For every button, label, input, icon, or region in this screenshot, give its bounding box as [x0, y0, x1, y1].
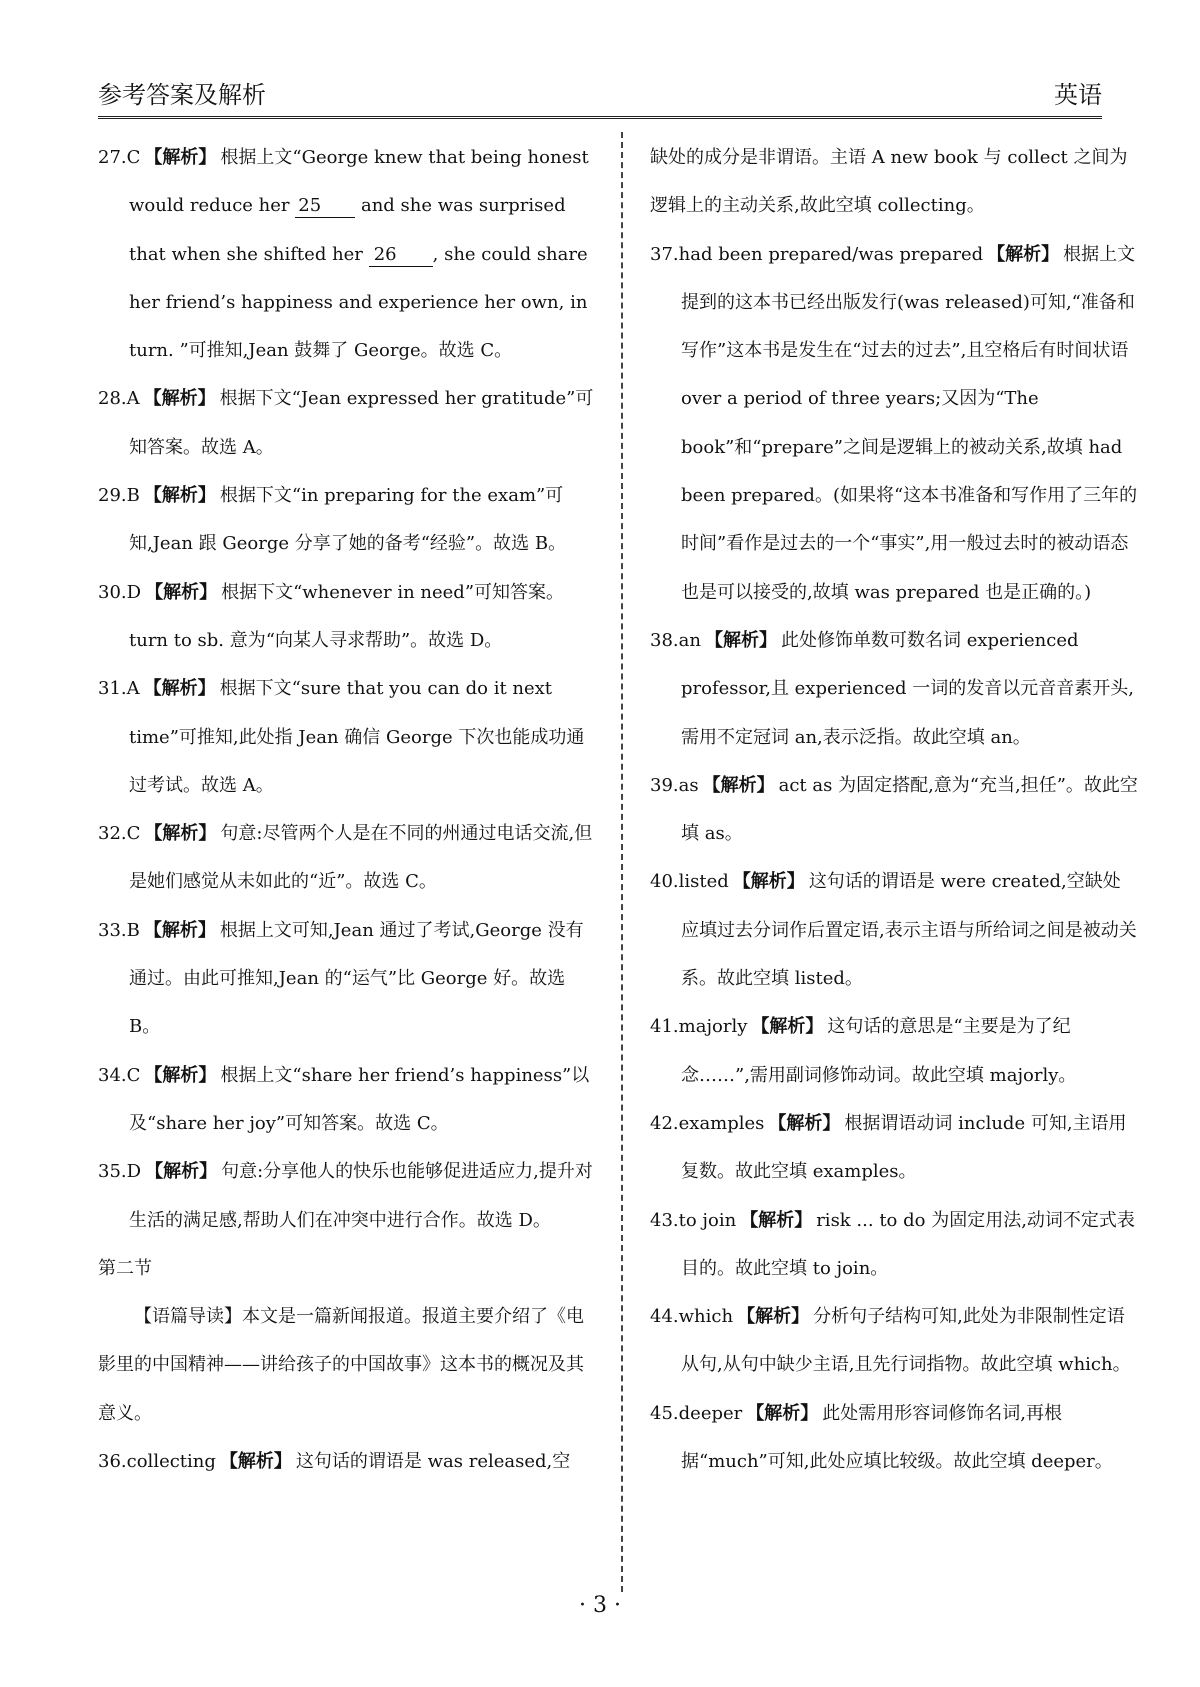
analysis-tag: 【解析】: [704, 629, 777, 651]
item-text: 句意:尽管两个人是在不同的州通过电话交流,但是她们感觉从未如此的“近”。故选 C。: [129, 823, 593, 893]
item-text: risk ... to do 为固定用法,动词不定式表目的。故此空填 to join。: [681, 1209, 1135, 1279]
item-answer: C: [126, 1064, 141, 1086]
item-number: 33.: [98, 919, 127, 941]
item-text: 这句话的谓语是 were created,空缺处应填过去分词作后置定语,表示主语与所给词之间是被动关系。故此空填 listed。: [681, 871, 1137, 990]
item-text: 根据下文“in preparing for the exam”可知,Jean 跟 George 分享了她的备考“经验”。故选 B。: [129, 485, 567, 555]
analysis-tag: 【解析】: [143, 919, 216, 941]
analysis-tag: 【解析】: [737, 1306, 810, 1328]
item-number: 39.: [650, 774, 679, 796]
analysis-tag: 【解析】: [732, 871, 805, 893]
page-number: · 3 ·: [579, 1593, 621, 1618]
item-number: 37.: [650, 243, 679, 265]
answer-item-40: [650, 858, 1138, 1003]
column-divider: [621, 132, 623, 1592]
item-answer: C: [126, 823, 141, 845]
item-answer: A: [126, 388, 140, 410]
analysis-tag: 【解析】: [143, 678, 216, 700]
item-answer: examples: [678, 1112, 765, 1134]
item-number: 42.: [650, 1112, 679, 1134]
analysis-tag: 【解析】: [145, 581, 218, 603]
item-answer: majorly: [678, 1016, 748, 1038]
answer-item-42: [650, 1100, 1138, 1197]
item-text: 根据下文“whenever in need”可知答案。turn to sb. 意为“向某人寻求帮助”。故选 D。: [129, 581, 565, 651]
item-number: 43.: [650, 1209, 679, 1231]
item-text: 根据上文可知,Jean 通过了考试,George 没有通过。由此可推知,Jean 的“运气”比 George 好。故选 B。: [129, 919, 584, 1038]
item-number: 38.: [650, 629, 679, 651]
answer-item-41: [650, 1003, 1138, 1100]
item-text: act as 为固定搭配,意为“充当,担任”。故此空填 as。: [681, 774, 1138, 845]
item-text: 分析句子结构可知,此处为非限制性定语从句,从句中缺少主语,且先行词指物。故此空填 which。: [681, 1306, 1131, 1376]
analysis-tag: 【解析】: [219, 1451, 292, 1473]
analysis-tag: 【解析】: [751, 1016, 824, 1038]
item-answer: collecting: [126, 1451, 216, 1473]
item-answer: A: [126, 678, 140, 700]
item-text: 根据上文提到的这本书已经出版发行(was released)可知,“准备和写作”这本书是发生在“过去的过去”,且空格后有时间状语 over a period of three years;又因为“The book”和“prepare”之间是逻辑上的被动关系,故填 had been prepared。(如果将“这本书准备和写作用了三年的时间”看作是过去的一个“事实”,用一般过去时的被动语态也是可以接受的,故填 was prepared 也是正确的。): [681, 243, 1138, 603]
item-text: 此处需用形容词修饰名词,再根据“much”可知,此处应填比较级。故此空填 deeper。: [681, 1402, 1113, 1473]
item-text: 根据上文“George knew that being honest would reduce her: [129, 147, 589, 217]
answer-item-27: [98, 134, 596, 375]
item-answer: which: [678, 1306, 734, 1328]
item-number: 44.: [650, 1306, 679, 1328]
item-text: and she was surprised that when she shifted her: [129, 195, 566, 265]
header-subject: 英语: [1054, 81, 1102, 109]
answer-item-44: [650, 1293, 1138, 1390]
answer-item-34: [98, 1052, 596, 1149]
item-text: 此处修饰单数可数名词 experienced professor,且 experienced 一词的发音以元音音素开头,需用不定冠词 an,表示泛指。故此空填 an。: [681, 629, 1134, 748]
header-title: 参考答案及解析: [98, 81, 266, 109]
answer-item-32: [98, 810, 596, 907]
item-number: 28.: [98, 388, 127, 410]
item-number: 31.: [98, 678, 127, 700]
item-answer: to join: [678, 1209, 737, 1231]
item-answer: B: [126, 919, 140, 941]
analysis-tag: 【解析】: [144, 823, 217, 845]
analysis-tag: 【解析】: [740, 1209, 813, 1231]
answer-item-29: [98, 472, 596, 569]
analysis-tag: 【解析】: [746, 1402, 819, 1424]
item-number: 36.: [98, 1451, 127, 1473]
answer-item-33: [98, 907, 596, 1052]
answer-item-39: [650, 762, 1138, 859]
item-answer: as: [678, 774, 699, 796]
item-text: 根据谓语动词 include 可知,主语用复数。故此空填 examples。: [681, 1112, 1127, 1183]
item-answer: had been prepared/was prepared: [678, 243, 984, 265]
item-answer: D: [126, 581, 142, 603]
item-number: 45.: [650, 1402, 679, 1424]
item-number: 29.: [98, 485, 127, 507]
item-number: 32.: [98, 823, 127, 845]
page-header: [98, 70, 1102, 119]
item-text: 这句话的谓语是 was released,空: [295, 1451, 571, 1473]
left-column: [98, 134, 596, 1486]
item-answer: deeper: [678, 1402, 743, 1424]
blank-25: 25: [295, 195, 355, 218]
analysis-tag: 【解析】: [143, 485, 216, 507]
answer-item-28: [98, 375, 596, 472]
analysis-tag: 【解析】: [702, 774, 775, 796]
item-text: 这句话的意思是“主要是为了纪念……”,需用副词修饰动词。故此空填 majorly。: [681, 1016, 1077, 1086]
answer-item-45: [650, 1390, 1138, 1487]
passage-guide: 【语篇导读】本文是一篇新闻报道。报道主要介绍了《电影里的中国精神——讲给孩子的中国故事》这本书的概况及其意义。: [98, 1306, 584, 1424]
item-answer: C: [126, 147, 141, 168]
analysis-tag: 【解析】: [768, 1112, 841, 1134]
analysis-tag: 【解析】: [145, 1161, 218, 1183]
item-number: 35.: [98, 1161, 127, 1183]
answer-item-31: [98, 665, 596, 810]
answer-item-35: [98, 1148, 596, 1245]
item-text: , she could share her friend’s happiness and experience her own, in turn. ”可推知,Jean 鼓舞了 George。故选 C。: [129, 243, 588, 362]
analysis-tag: 【解析】: [144, 1064, 217, 1086]
item-number: 34.: [98, 1064, 127, 1086]
answer-item-30: [98, 569, 596, 666]
answer-item-36: [98, 1438, 596, 1486]
analysis-tag: 【解析】: [144, 147, 217, 168]
answer-item-43: [650, 1197, 1138, 1294]
analysis-tag: 【解析】: [987, 243, 1060, 265]
item-text: 根据下文“Jean expressed her gratitude”可知答案。故选 A。: [129, 388, 594, 458]
item-text: 句意:分享他人的快乐也能够促进适应力,提升对生活的满足感,帮助人们在冲突中进行合作。故选 D。: [129, 1161, 593, 1231]
item-text: 根据上文“share her friend’s happiness”以及“share her joy”可知答案。故选 C。: [129, 1064, 590, 1134]
item-answer: an: [678, 629, 701, 651]
item-number: 30.: [98, 581, 127, 603]
item-number: 40.: [650, 871, 679, 893]
item-answer: B: [126, 485, 140, 507]
item-answer: listed: [678, 871, 729, 893]
analysis-tag: 【解析】: [143, 388, 216, 410]
blank-26: 26: [369, 244, 433, 267]
right-column: [650, 134, 1138, 1486]
item-text: 根据下文“sure that you can do it next time”可推知,此处指 Jean 确信 George 下次也能成功通过考试。故选 A。: [129, 678, 585, 796]
item-answer: D: [126, 1161, 142, 1183]
answer-item-36-continued: 缺处的成分是非谓语。主语 A new book 与 collect 之间为逻辑上的主动关系,故此空填 collecting。: [650, 147, 1128, 217]
item-number: 41.: [650, 1016, 679, 1038]
answer-item-38: [650, 617, 1138, 762]
item-number: 27.: [98, 147, 127, 168]
section-heading: 第二节: [98, 1257, 152, 1279]
answer-item-37: [650, 231, 1138, 617]
